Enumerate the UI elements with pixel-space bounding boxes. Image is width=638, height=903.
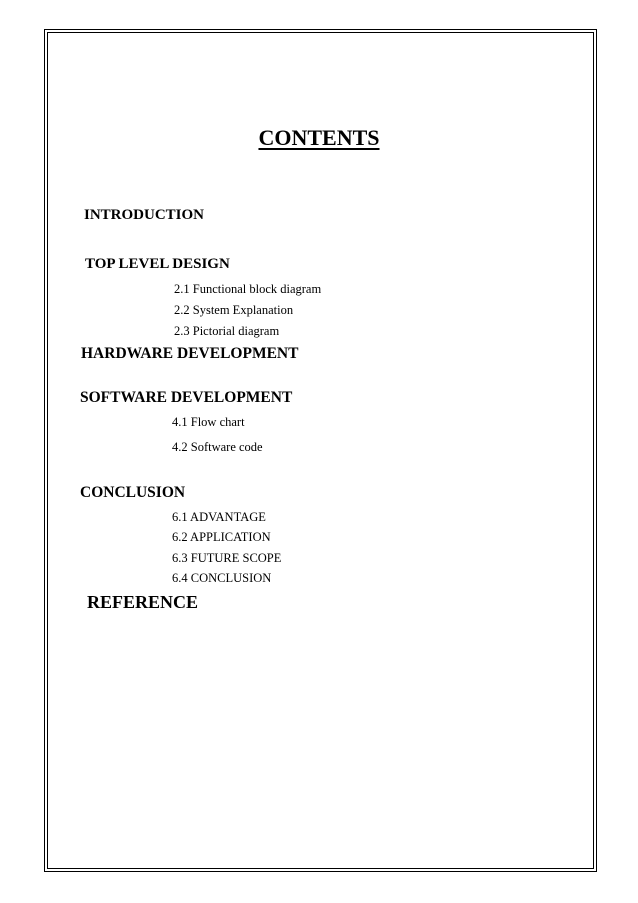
toc-item-6-3: 6.3 FUTURE SCOPE [172,551,282,565]
toc-item-6-2: 6.2 APPLICATION [172,530,271,544]
section-heading-hardware-development: HARDWARE DEVELOPMENT [81,345,299,362]
page-border [44,29,597,872]
section-heading-software-development: SOFTWARE DEVELOPMENT [80,389,293,406]
toc-item-2-1: 2.1 Functional block diagram [174,282,322,296]
section-heading-top-level-design: TOP LEVEL DESIGN [85,256,230,272]
page-border-inner [47,32,594,869]
section-heading-conclusion: CONCLUSION [80,484,186,501]
section-heading-introduction: INTRODUCTION [84,207,205,223]
toc-item-6-4: 6.4 CONCLUSION [172,571,272,585]
section-heading-reference: REFERENCE [87,592,199,612]
toc-item-4-1: 4.1 Flow chart [172,415,245,429]
toc-item-6-1: 6.1 ADVANTAGE [172,510,266,524]
toc-item-2-3: 2.3 Pictorial diagram [174,324,280,338]
toc-item-4-2: 4.2 Software code [172,440,263,454]
toc-item-2-2: 2.2 System Explanation [174,303,294,317]
page-title: CONTENTS [258,125,380,150]
